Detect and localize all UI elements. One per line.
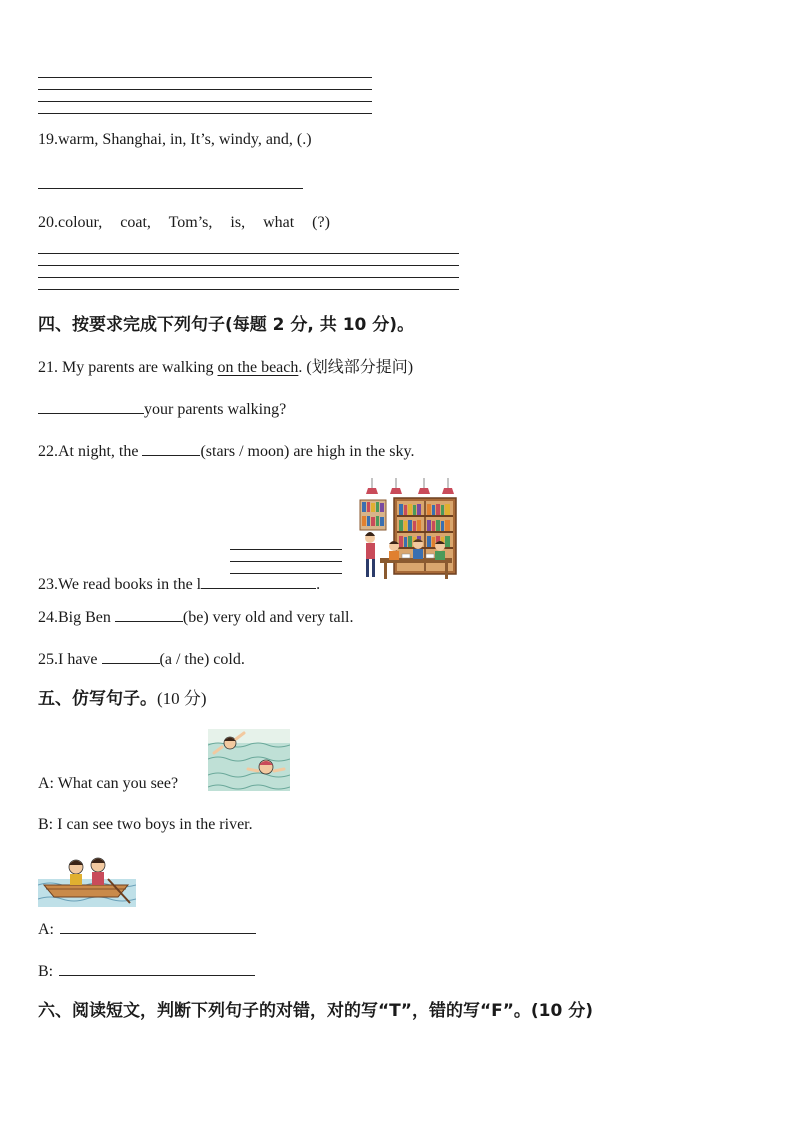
- question-19: 19.warm, Shanghai, in, It’s, windy, and, (.): [38, 131, 312, 148]
- answer-line-23-2[interactable]: [230, 561, 342, 562]
- answer-line-19[interactable]: [38, 188, 303, 189]
- q24-after: (be) very old and very tall.: [182, 609, 354, 626]
- section-5-points: (10 分): [157, 689, 207, 708]
- q24-before: 24.Big Ben: [38, 609, 115, 626]
- q25-after: (a / the) cold.: [159, 651, 245, 668]
- answer-a-label: A:: [38, 921, 54, 938]
- q21-prefix: 21. My parents are walking: [38, 359, 218, 376]
- question-21: [38, 358, 413, 378]
- answer-b-label: B:: [38, 963, 54, 980]
- answer-line-20-2[interactable]: [38, 265, 459, 266]
- section-4-title: 四、按要求完成下列句子(每题 2 分, 共 10 分)。: [38, 315, 415, 335]
- answer-line-20-1[interactable]: [38, 253, 459, 254]
- answer-b-blank[interactable]: [59, 961, 255, 976]
- answer-line-18-4[interactable]: [38, 113, 372, 114]
- answer-a-blank[interactable]: [60, 919, 256, 934]
- answer-line-23-1[interactable]: [230, 549, 342, 550]
- section-5-title: [38, 688, 207, 710]
- q20-word-6: (?): [312, 214, 330, 231]
- answer-line-20-3[interactable]: [38, 277, 459, 278]
- q23-blank[interactable]: [201, 574, 316, 589]
- answer-line-18-2[interactable]: [38, 89, 372, 90]
- question-24: [38, 607, 354, 628]
- q20-word-5: what: [263, 214, 295, 231]
- q21-underlined-phrase: on the beach: [217, 359, 299, 376]
- q22-blank[interactable]: [142, 441, 200, 456]
- swimming-boys-illustration: [208, 729, 290, 791]
- q21-answer-text: your parents walking?: [144, 401, 287, 418]
- question-21-answer: [38, 399, 286, 420]
- q20-word-4: is,: [230, 214, 246, 231]
- q25-blank[interactable]: [102, 649, 160, 664]
- question-25: [38, 649, 245, 670]
- q24-blank[interactable]: [115, 607, 183, 622]
- question-20: [38, 213, 330, 233]
- q20-word-2: coat,: [120, 214, 151, 231]
- answer-line-a: [38, 919, 256, 940]
- section-5-title-main: 五、仿写句子。: [38, 689, 157, 709]
- library-illustration: [358, 478, 458, 580]
- example-line-a: A: What can you see?: [38, 775, 179, 792]
- q23-after: .: [316, 576, 321, 593]
- q21-suffix: . (划线部分提问): [298, 359, 414, 376]
- question-23: [38, 574, 320, 595]
- q23-before: 23.We read books in the l: [38, 576, 202, 593]
- q25-before: 25.I have: [38, 651, 102, 668]
- q21-blank[interactable]: [38, 399, 144, 414]
- answer-line-18-1[interactable]: [38, 77, 372, 78]
- answer-line-20-4[interactable]: [38, 289, 459, 290]
- answer-line-18-3[interactable]: [38, 101, 372, 102]
- boat-kids-illustration: [38, 855, 136, 907]
- q22-before: 22.At night, the: [38, 443, 143, 460]
- answer-line-b: [38, 961, 255, 982]
- example-line-b: B: I can see two boys in the river.: [38, 816, 253, 833]
- q20-word-1: 20.colour,: [38, 214, 103, 231]
- q22-after: (stars / moon) are high in the sky.: [200, 443, 415, 460]
- q20-word-3: Tom’s,: [168, 214, 213, 231]
- section-6-title: 六、阅读短文，判断下列句子的对错，对的写“T”，错的写“F”。(10 分): [38, 1001, 594, 1021]
- question-22: [38, 441, 414, 462]
